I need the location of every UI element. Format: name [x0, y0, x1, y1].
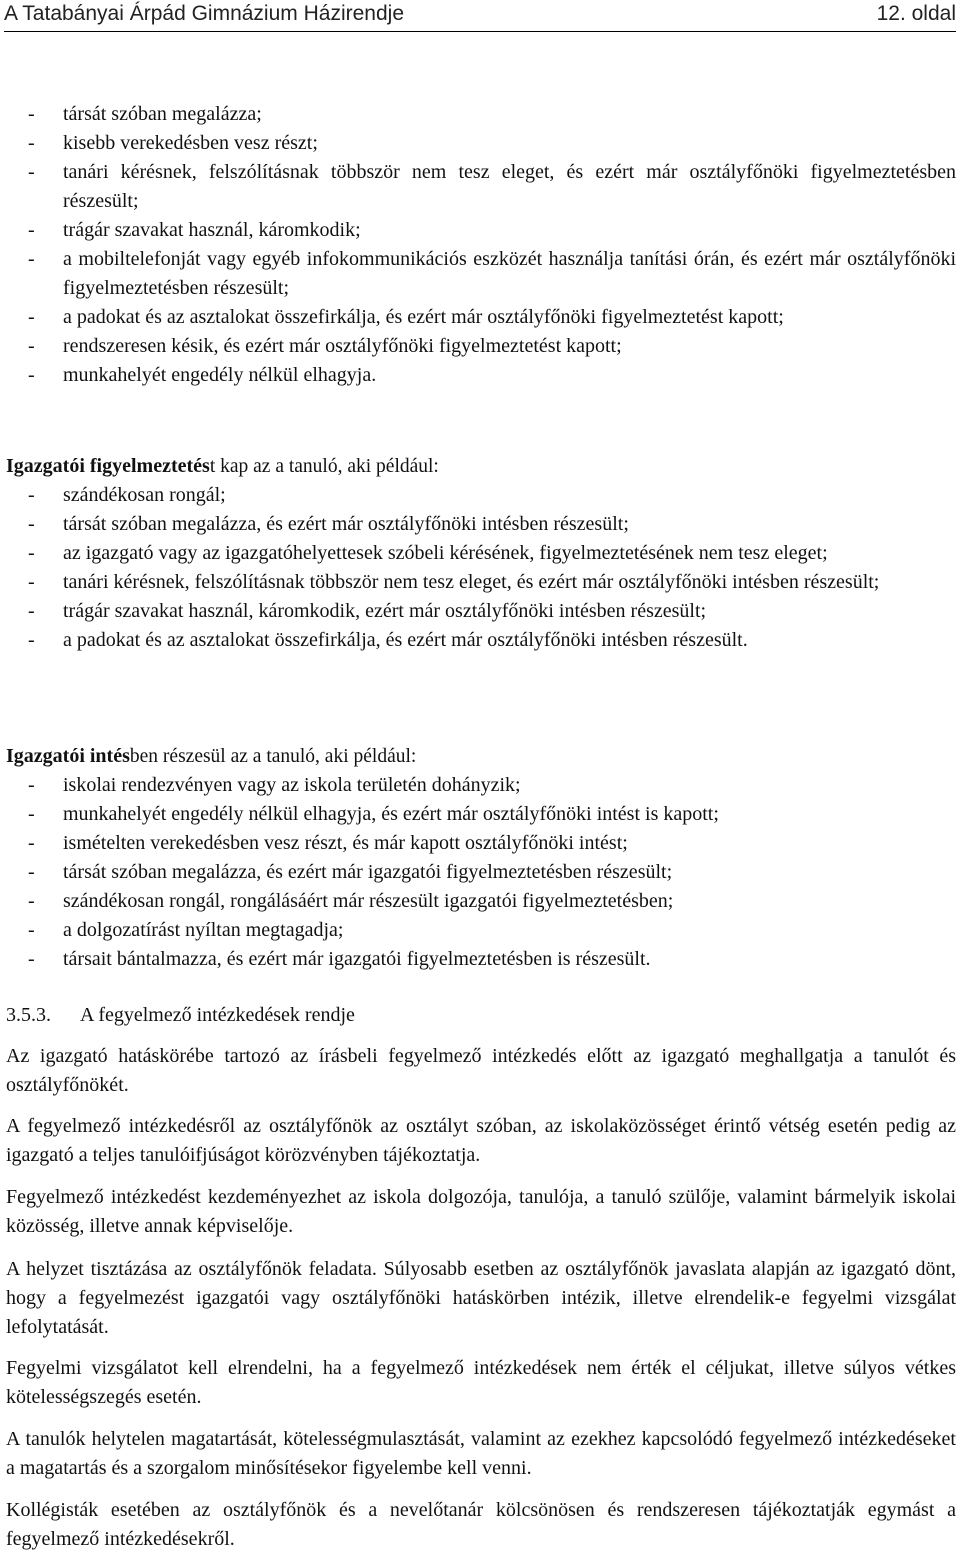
paragraph: A fegyelmező intézkedésről az osztályfőnök az osztályt szóban, az iskolaközösséget érintő vétség esetén pedig az igazgató a teljes tanulóifjúságot körözvényben tájékoztatja.: [6, 1115, 956, 1166]
page-header: [4, 0, 956, 32]
list-item: - ismételten verekedésben vesz részt, és már kapott osztályfőnöki intést;: [6, 829, 956, 858]
list-item: - a padokat és az asztalokat összefirkálja, és ezért már osztályfőnöki figyelmeztetést kapott;: [6, 303, 956, 332]
list-item: - szándékosan rongál, rongálásáért már részesült igazgatói figyelmeztetésben;: [6, 887, 956, 916]
list-item: - trágár szavakat használ, káromkodik, ezért már osztályfőnöki intésben részesült;: [6, 597, 956, 626]
section-lead-principal-warning: [6, 452, 956, 481]
section-lead-principal-reprimand: [6, 742, 956, 771]
list-item: - az igazgató vagy az igazgatóhelyettesek szóbeli kérésének, figyelmeztetésének nem tesz eleget;: [6, 539, 956, 568]
subsection-heading: [6, 1001, 355, 1030]
list-item: - tanári kérésnek, felszólításnak többször nem tesz eleget, és ezért már osztályfőnöki intésben részesült;: [6, 568, 956, 597]
paragraph: Az igazgató hatáskörébe tartozó az írásbeli fegyelmező intézkedés előtt az igazgató meghallgatja a tanulót és osztályfőnökét.: [6, 1045, 956, 1096]
list-item: - trágár szavakat használ, káromkodik;: [6, 216, 956, 245]
list-item: - tanári kérésnek, felszólításnak többször nem tesz eleget, és ezért már osztályfőnöki figyelmeztetésben részesült;: [6, 158, 956, 216]
list-item: - szándékosan rongál;: [6, 481, 956, 510]
lead-bold: Igazgatói intés: [6, 745, 130, 767]
offense-list-principal-warning: [6, 481, 956, 655]
subsection-number: 3.5.3.: [6, 1004, 51, 1026]
paragraph: A tanulók helytelen magatartását, kötelességmulasztását, valamint az ezekhez kapcsolódó fegyelmező intézkedéseket a magatartás és a szorgalom minősítésekor figyelembe kell venni.: [6, 1428, 956, 1479]
list-item: - a dolgozatírást nyíltan megtagadja;: [6, 916, 956, 945]
paragraph: A helyzet tisztázása az osztályfőnök feladata. Súlyosabb esetben az osztályfőnök javaslata alapján az igazgató dönt, hogy a fegyelmezést igazgatói vagy osztályfőnöki hatáskörben intézik, illetve elrendelik-e fegyelmi vizsgálat lefolytatását.: [6, 1258, 956, 1338]
list-item: - munkahelyét engedély nélkül elhagyja.: [6, 361, 956, 390]
lead-rest: t kap az a tanuló, aki például:: [209, 456, 439, 477]
list-item: - munkahelyét engedély nélkül elhagyja, és ezért már osztályfőnöki intést is kapott;: [6, 800, 956, 829]
paragraph: Kollégisták esetében az osztályfőnök és a nevelőtanár kölcsönösen és rendszeresen tájékoztatják egymást a fegyelmező intézkedésekről.: [6, 1499, 956, 1550]
list-item: - társait bántalmazza, és ezért már igazgatói figyelmeztetésben is részesült.: [6, 945, 956, 974]
offense-list-warning: [6, 100, 956, 390]
list-item: - iskolai rendezvényen vagy az iskola területén dohányzik;: [6, 771, 956, 800]
list-item: - társát szóban megalázza, és ezért már osztályfőnöki intésben részesült;: [6, 510, 956, 539]
list-item: - kisebb verekedésben vesz részt;: [6, 129, 956, 158]
list-item: - a padokat és az asztalokat összefirkálja, és ezért már osztályfőnöki intésben részesült.: [6, 626, 956, 655]
list-item: - társát szóban megalázza;: [6, 100, 956, 129]
subsection-title: A fegyelmező intézkedések rendje: [80, 1004, 355, 1026]
paragraph: Fegyelmező intézkedést kezdeményezhet az iskola dolgozója, tanulója, a tanuló szülője, valamint bármelyik iskolai közösség, illetve annak képviselője.: [6, 1186, 956, 1237]
list-item: - rendszeresen késik, és ezért már osztályfőnöki figyelmeztetést kapott;: [6, 332, 956, 361]
header-title: A Tatabányai Árpád Gimnázium Házirendje: [4, 2, 404, 25]
paragraph: Fegyelmi vizsgálatot kell elrendelni, ha a fegyelmező intézkedések nem érték el céljukat, illetve súlyos vétkes kötelességszegés esetén.: [6, 1357, 956, 1408]
lead-rest: ben részesül az a tanuló, aki például:: [129, 746, 417, 767]
header-page-number: 12. oldal: [876, 2, 956, 25]
list-item: - társát szóban megalázza, és ezért már igazgatói figyelmeztetésben részesült;: [6, 858, 956, 887]
offense-list-principal-reprimand: [6, 771, 956, 974]
lead-bold: Igazgatói figyelmeztetés: [6, 455, 210, 477]
list-item: - a mobiltelefonját vagy egyéb infokommunikációs eszközét használja tanítási órán, és ezért már osztályfőnöki figyelmeztetésben részesült;: [6, 245, 956, 303]
